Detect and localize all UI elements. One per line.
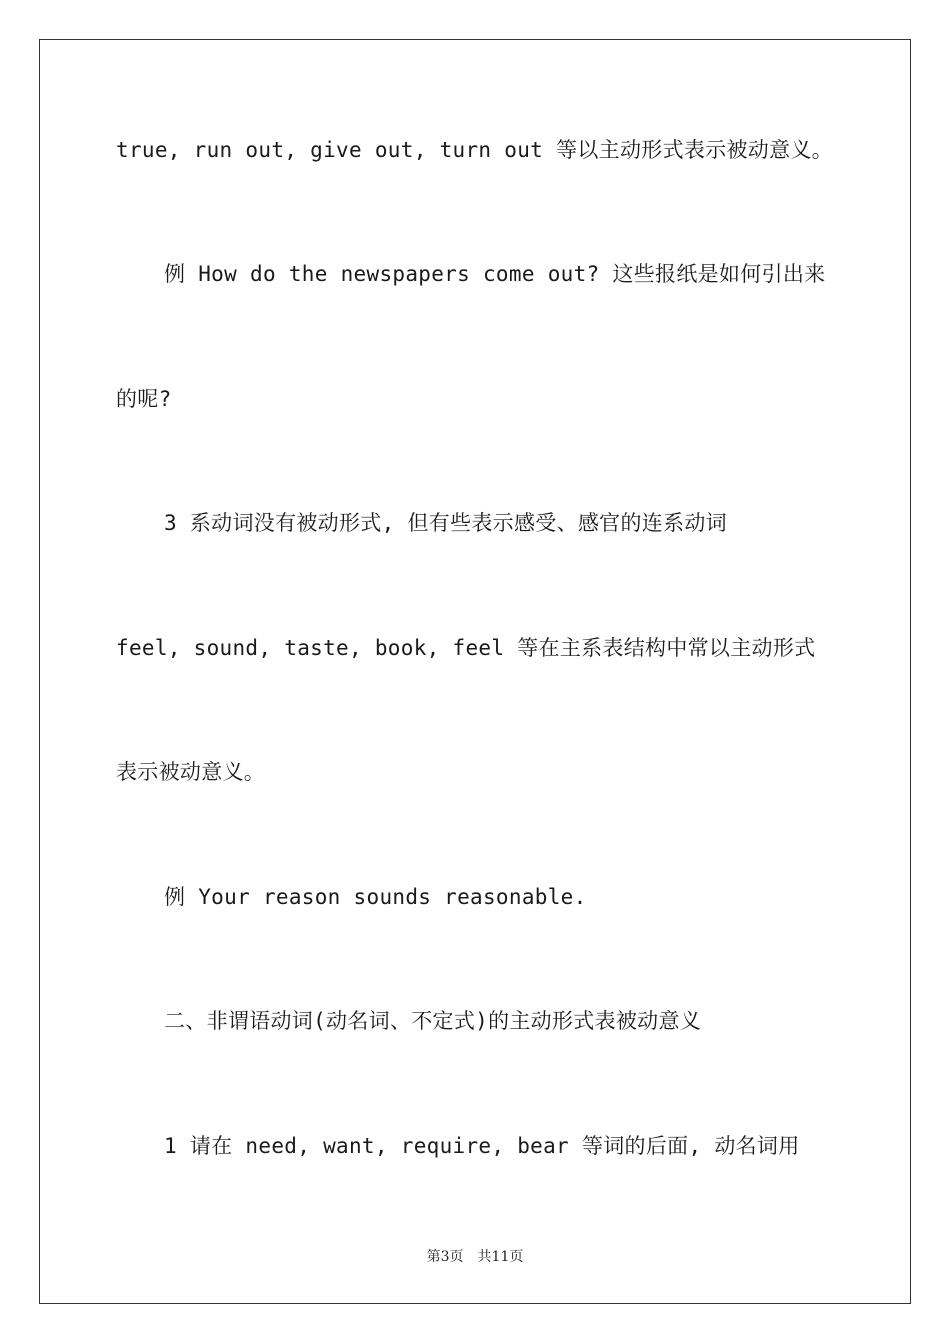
text-line: 1 请在 need, want, require, bear 等词的后面, 动名词用 bbox=[164, 1134, 800, 1158]
section-heading: 二、非谓语动词(动名词、不定式)的主动形式表被动意义 bbox=[164, 1009, 702, 1033]
page-border bbox=[39, 39, 911, 1304]
text-line: true, run out, give out, turn out 等以主动形式表示被动意义。 bbox=[116, 138, 833, 162]
text-line: 的呢? bbox=[116, 387, 172, 411]
page-number-footer: 第3页 共11页 bbox=[426, 1249, 524, 1265]
text-line: 例 How do the newspapers come out? 这些报纸是如何引出来 bbox=[164, 262, 826, 286]
text-line: feel, sound, taste, book, feel 等在主系表结构中常以主动形式 bbox=[116, 636, 816, 660]
text-line: 表示被动意义。 bbox=[116, 760, 266, 784]
text-line: 例 Your reason sounds reasonable. bbox=[164, 885, 587, 909]
text-line: 3 系动词没有被动形式, 但有些表示感受、感官的连系动词 bbox=[164, 511, 727, 535]
